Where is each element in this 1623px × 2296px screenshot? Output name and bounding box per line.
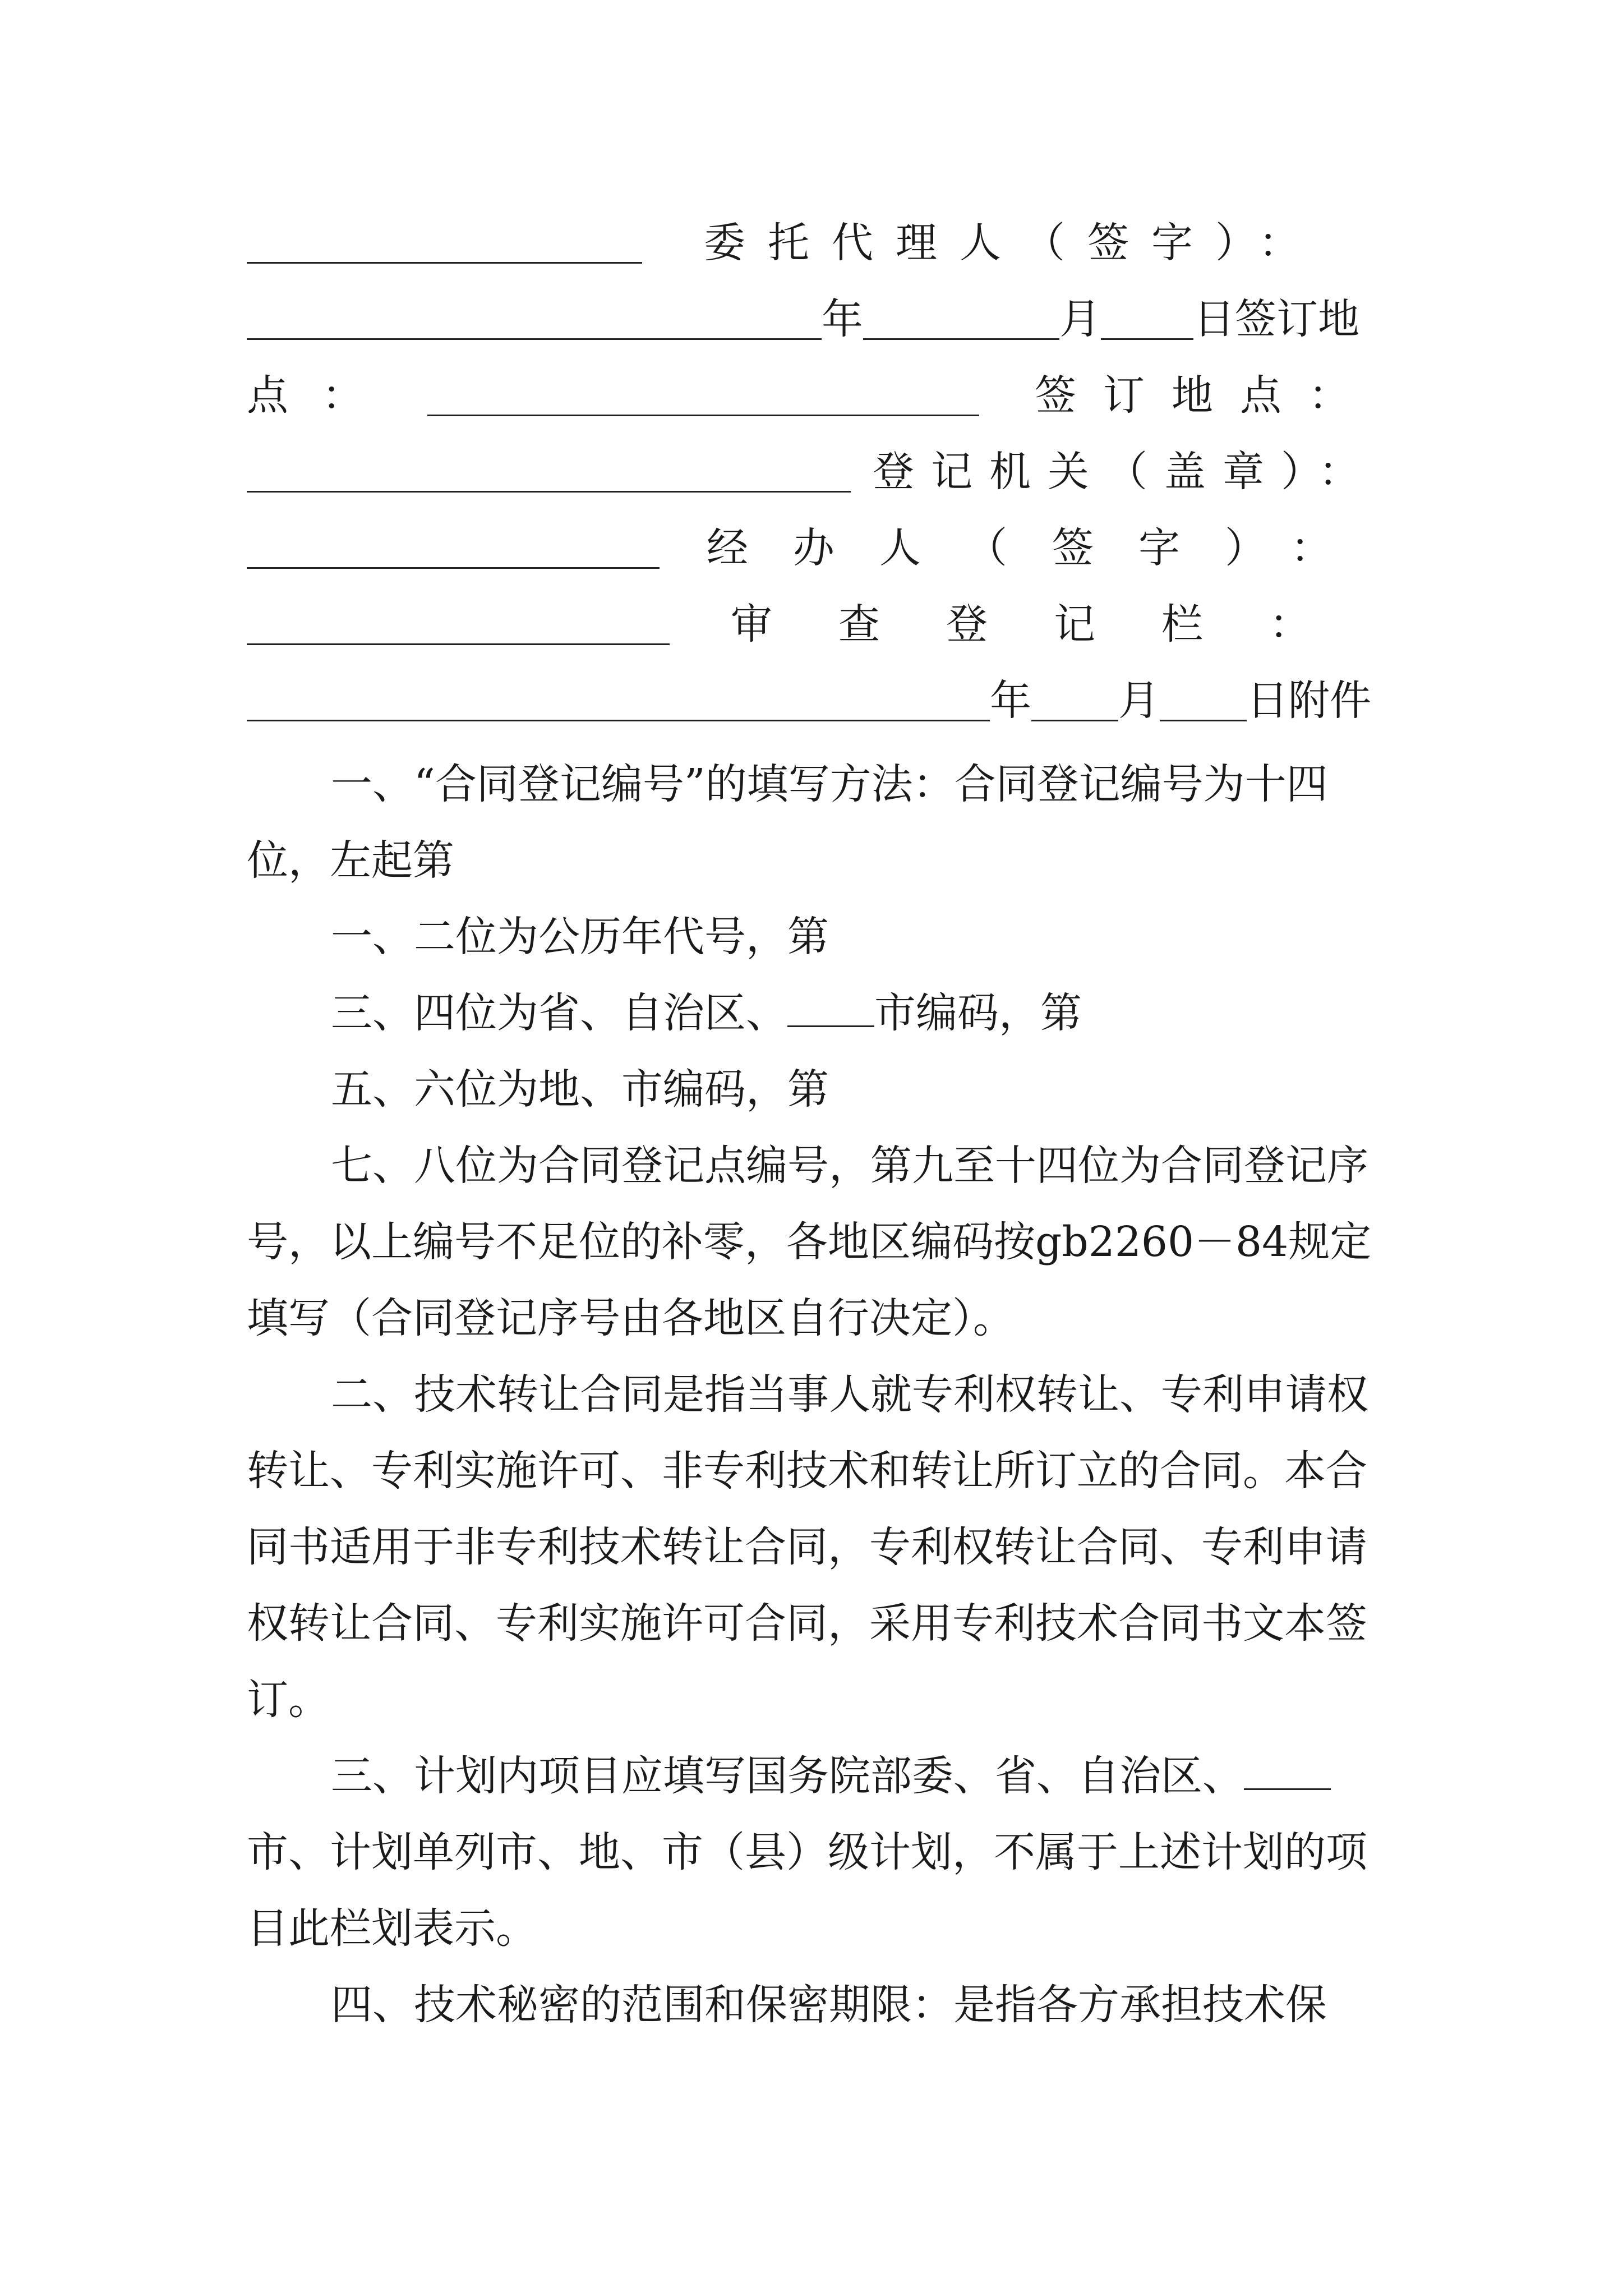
paragraph-province-code <box>247 975 1385 1051</box>
handler-label: 经办人（签字）： <box>707 524 1377 572</box>
agent-signature-line <box>247 185 1377 267</box>
paragraph-registration-number: 一、“合同登记编号”的填写方法：合同登记编号为十四位，左起第 <box>247 760 1328 885</box>
place-label: 签订地点： <box>1035 371 1377 420</box>
month-label: 月 <box>1059 295 1101 343</box>
agent-blank[interactable] <box>247 223 642 264</box>
handler-line <box>247 490 1377 572</box>
paragraph-transfer-contract: 二、技术转让合同是指当事人就专利权转让、专利申请权转让、专利实施许可、非专利技术和转让所订立的合同。本合同书适用于非专利技术转让合同，专利权转让合同、专利申请权转让合同、专利实施许可合同，采用专利技术合同书文本签订。 <box>247 1370 1368 1724</box>
authority-line <box>247 414 1377 496</box>
review-line <box>247 567 1377 648</box>
sign-date-line <box>247 261 1377 343</box>
year2-blank[interactable] <box>247 680 990 721</box>
year2-label: 年 <box>990 677 1031 725</box>
place-blank[interactable] <box>427 375 979 416</box>
month2-label: 月 <box>1118 677 1160 725</box>
day2-label: 日附件 <box>1247 677 1371 725</box>
paragraph-plan-project <box>247 1738 1385 1967</box>
paragraph-confidentiality: 四、技术秘密的范围和保密期限：是指各方承担技术保 <box>331 1981 1327 2029</box>
year-blank[interactable] <box>247 299 822 340</box>
paragraph-city-code: 五、六位为地、市编码，第 <box>331 1065 829 1114</box>
paragraph-registration-point: 七、八位为合同登记点编号，第九至十四位为合同登记序号，以上编号不足位的补零，各地区编码按gb2260－84规定填写（合同登记序号由各地区自行决定）。 <box>247 1142 1372 1342</box>
day-place-label: 日签订地 <box>1193 295 1359 343</box>
authority-blank[interactable] <box>247 452 851 493</box>
plan-project-text-end: 市、计划单列市、地、市（县）级计划，不属于上述计划的项目此栏划表示。 <box>247 1828 1367 1953</box>
day2-blank[interactable] <box>1160 680 1247 721</box>
province-code-text-end: 市编码，第 <box>874 989 1082 1037</box>
month2-blank[interactable] <box>1031 680 1118 721</box>
attachment-date-line <box>247 643 1377 725</box>
authority-label: 登记机关（盖章）： <box>873 448 1377 496</box>
agent-label: 委托代理人（签字）： <box>704 219 1322 267</box>
paragraph-year-code: 一、二位为公历年代号，第 <box>331 913 829 961</box>
plan-municipality-blank[interactable] <box>1244 1755 1331 1790</box>
month-blank[interactable] <box>863 299 1059 340</box>
plan-project-text: 三、计划内项目应填写国务院部委、省、自治区、 <box>331 1752 1244 1800</box>
province-code-text: 三、四位为省、自治区、 <box>331 989 787 1037</box>
handler-blank[interactable] <box>247 528 660 569</box>
year-label: 年 <box>822 295 863 343</box>
review-label: 审查登记栏： <box>731 600 1377 648</box>
review-blank[interactable] <box>247 604 670 645</box>
place-prefix: 点： <box>247 371 397 420</box>
day-blank[interactable] <box>1101 299 1193 340</box>
municipality-blank[interactable] <box>787 992 874 1027</box>
sign-place-line <box>247 338 1377 420</box>
